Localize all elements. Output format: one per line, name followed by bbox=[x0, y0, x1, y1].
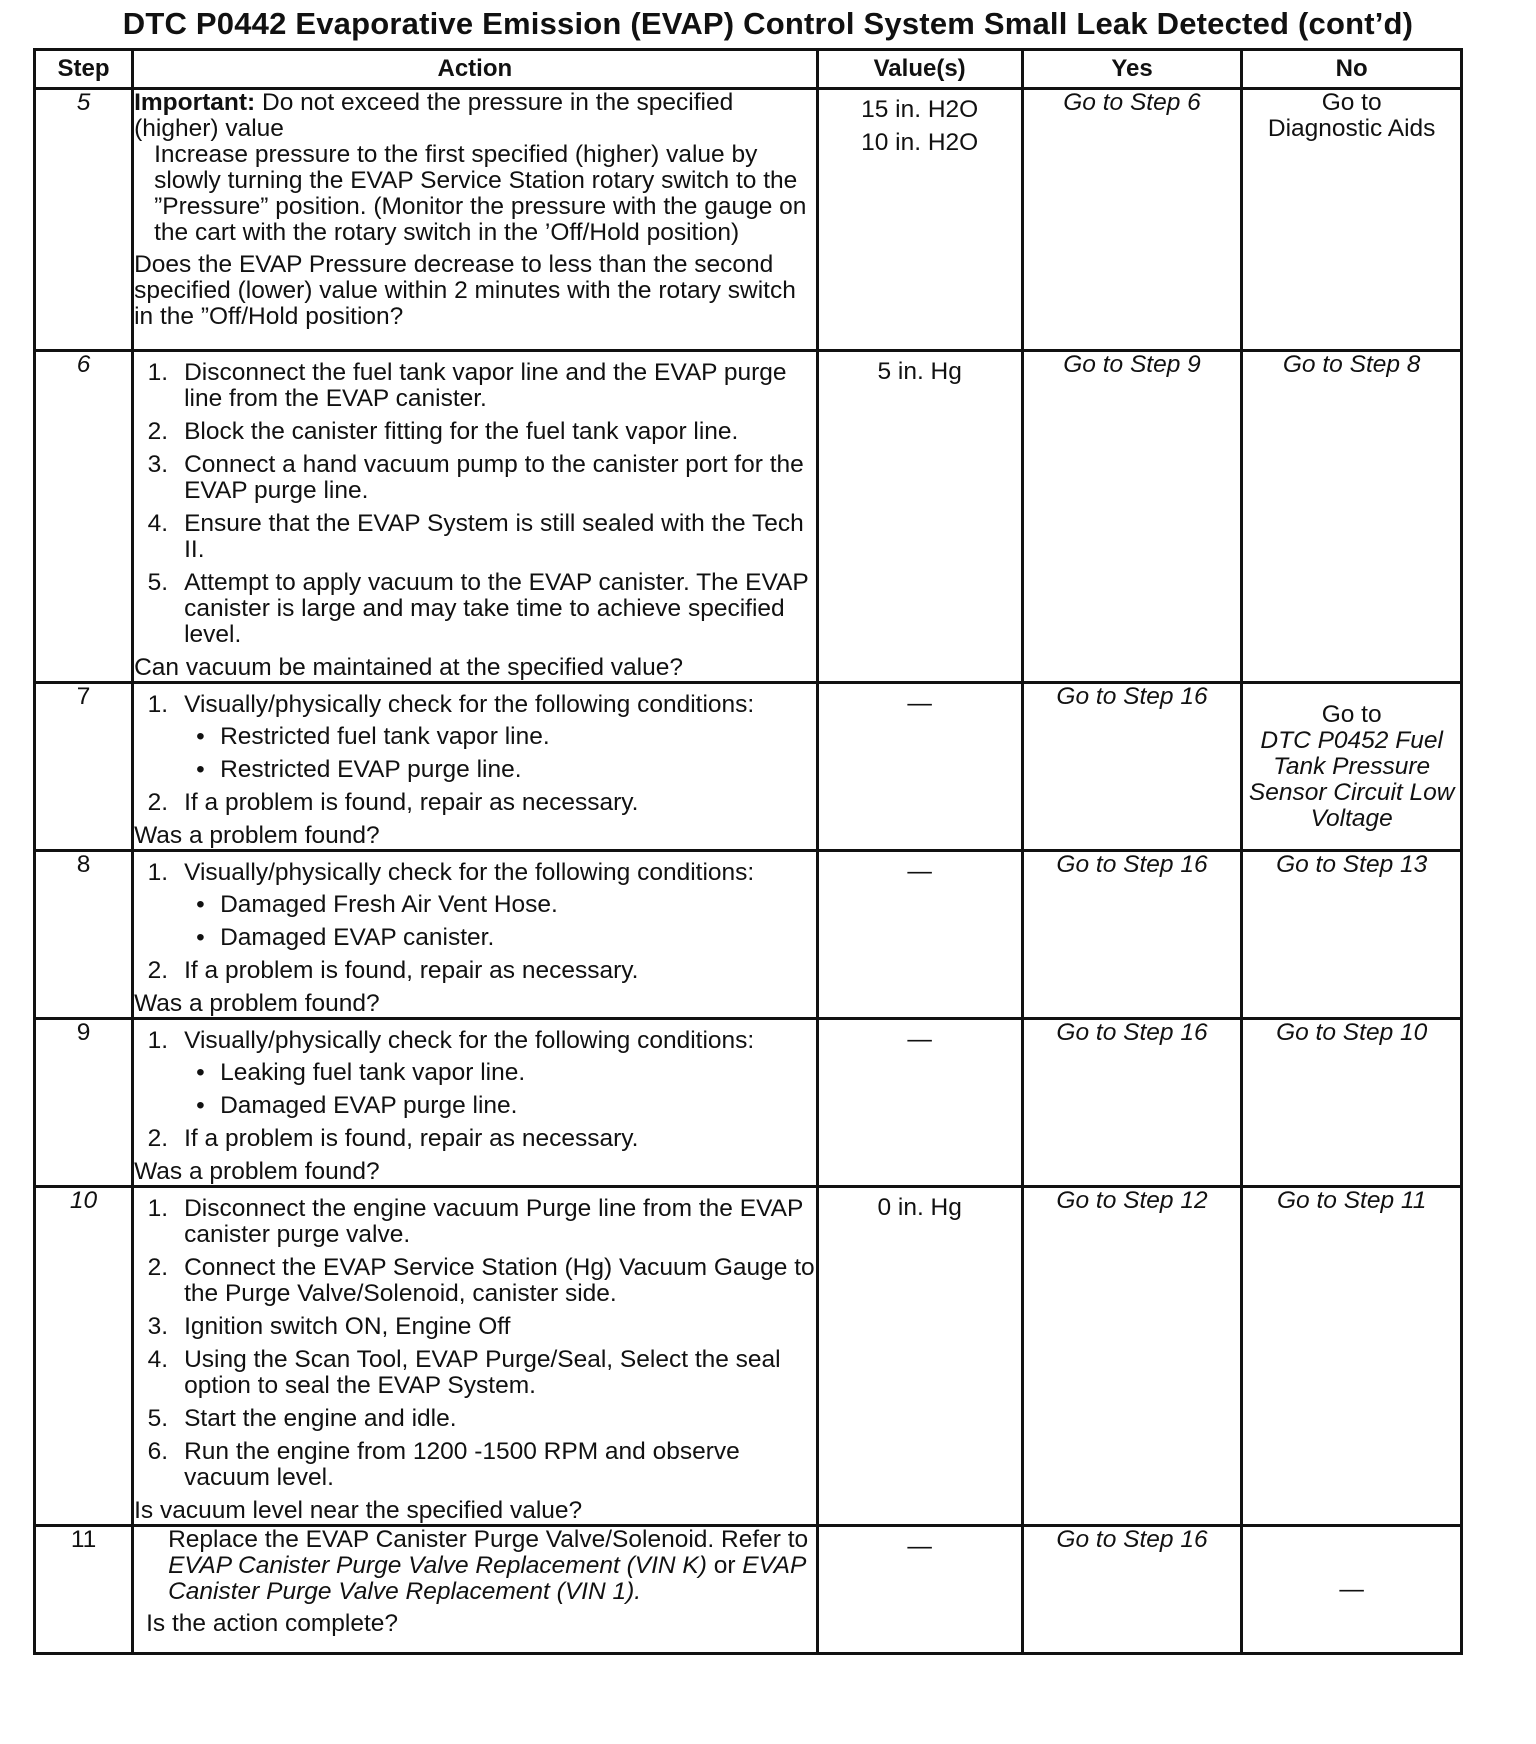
table-row bbox=[35, 351, 1462, 683]
bullet-item: • Restricted fuel tank vapor line. bbox=[184, 724, 816, 750]
list-item: 6. Run the engine from 1200 -1500 RPM and observe vacuum level. bbox=[147, 1438, 740, 1491]
important-note bbox=[134, 90, 816, 142]
action-cell bbox=[133, 683, 818, 851]
action-list bbox=[134, 1196, 816, 1491]
list-item: 1. Visually/physically check for the following conditions: • Damaged Fresh Air Vent Hose. • Damaged EVAP canister. bbox=[134, 860, 816, 951]
question-text: Can vacuum be maintained at the specified value? bbox=[134, 654, 683, 681]
step-number: 6 bbox=[35, 351, 133, 683]
value-text: 15 in. H2O bbox=[861, 96, 979, 123]
value-text: 0 in. Hg bbox=[877, 1194, 962, 1221]
action-cell bbox=[133, 1187, 818, 1526]
list-item: 4. Using the Scan Tool, EVAP Purge/Seal, Select the seal option to seal the EVAP System. bbox=[147, 1346, 781, 1399]
list-item: 4. Ensure that the EVAP System is still sealed with the Tech II. bbox=[147, 510, 804, 563]
bullet-item: • Damaged Fresh Air Vent Hose. bbox=[184, 892, 816, 918]
question-text: Is the action complete? bbox=[146, 1610, 399, 1637]
value-text: — bbox=[907, 1026, 932, 1053]
reference-link: EVAP Canister Purge Valve Replacement (VIN K) bbox=[168, 1552, 707, 1579]
step-number: 5 bbox=[35, 89, 133, 351]
list-item: 2. If a problem is found, repair as necessary. bbox=[147, 789, 639, 816]
header-action: Action bbox=[133, 50, 818, 89]
no-cell: Go to Step 11 bbox=[1242, 1187, 1462, 1526]
action-cell bbox=[133, 89, 818, 351]
bullet-list bbox=[184, 724, 816, 783]
list-item: 1. Visually/physically check for the following conditions: • Restricted fuel tank vapor line. • Restricted EVAP purge line. bbox=[134, 692, 816, 783]
no-text: DTC P0452 Fuel Tank Pressure Sensor Circuit Low Voltage bbox=[1248, 726, 1455, 832]
list-item: 5. Attempt to apply vacuum to the EVAP canister. The EVAP canister is large and may take time to achieve specified level. bbox=[147, 569, 809, 648]
list-item: 5. Start the engine and idle. bbox=[147, 1405, 457, 1432]
diagnostic-table bbox=[33, 48, 1463, 1655]
header-no: No bbox=[1242, 50, 1462, 89]
yes-cell: Go to Step 16 bbox=[1022, 683, 1242, 851]
no-cell: Go to Step 8 bbox=[1242, 351, 1462, 683]
list-item: 3. Connect a hand vacuum pump to the canister port for the EVAP purge line. bbox=[147, 451, 804, 504]
yes-cell: Go to Step 9 bbox=[1022, 351, 1242, 683]
value-text: — bbox=[907, 858, 932, 885]
step-number: 10 bbox=[35, 1187, 133, 1526]
table-row bbox=[35, 1526, 1462, 1654]
no-cell: Go to Step 10 bbox=[1242, 1019, 1462, 1187]
bullet-item: • Damaged EVAP canister. bbox=[184, 925, 816, 951]
bullet-item: • Restricted EVAP purge line. bbox=[184, 757, 816, 783]
step-number: 8 bbox=[35, 851, 133, 1019]
list-item: 1. Disconnect the fuel tank vapor line and the EVAP purge line from the EVAP canister. bbox=[147, 359, 787, 412]
list-item: 1. Disconnect the engine vacuum Purge line from the EVAP canister purge valve. bbox=[147, 1195, 803, 1248]
question-text: Was a problem found? bbox=[134, 822, 380, 849]
no-cell bbox=[1242, 683, 1462, 851]
no-cell bbox=[1242, 89, 1462, 351]
yes-cell: Go to Step 12 bbox=[1022, 1187, 1242, 1526]
question-text: Was a problem found? bbox=[134, 990, 380, 1017]
bullet-list bbox=[184, 1060, 816, 1119]
value-cell bbox=[817, 1526, 1022, 1654]
value-cell bbox=[817, 89, 1022, 351]
important-label: Important: bbox=[134, 89, 256, 116]
no-cell: — bbox=[1242, 1526, 1462, 1654]
list-item: 2. Block the canister fitting for the fuel tank vapor line. bbox=[147, 418, 739, 445]
table-row bbox=[35, 89, 1462, 351]
question-text: Was a problem found? bbox=[134, 1158, 380, 1185]
header-values: Value(s) bbox=[817, 50, 1022, 89]
important-text: Do not exceed the pressure in the specified (higher) value bbox=[134, 89, 734, 142]
table-row bbox=[35, 1019, 1462, 1187]
no-text: Go to bbox=[1321, 700, 1382, 728]
action-text: Replace the EVAP Canister Purge Valve/Solenoid. Refer to EVAP Canister Purge Valve Replacement (VIN K) or EVAP Canister Purge Valve Replacement (VIN 1). bbox=[168, 1526, 809, 1605]
value-cell bbox=[817, 851, 1022, 1019]
no-text: Diagnostic Aids bbox=[1267, 115, 1436, 142]
value-text: — bbox=[907, 1533, 932, 1560]
step-number: 9 bbox=[35, 1019, 133, 1187]
yes-cell: Go to Step 16 bbox=[1022, 1019, 1242, 1187]
step-number: 7 bbox=[35, 683, 133, 851]
bullet-item: • Damaged EVAP purge line. bbox=[184, 1093, 816, 1119]
list-item: 1. Visually/physically check for the following conditions: • Leaking fuel tank vapor line. • Damaged EVAP purge line. bbox=[134, 1028, 816, 1119]
step-number: 11 bbox=[35, 1526, 133, 1654]
list-item: 2. If a problem is found, repair as necessary. bbox=[147, 957, 639, 984]
action-list bbox=[134, 860, 816, 984]
reference-link: EVAP Canister Purge Valve Replacement (VIN 1). bbox=[168, 1552, 806, 1605]
bullet-item: • Leaking fuel tank vapor line. bbox=[184, 1060, 816, 1086]
list-item: 2. Connect the EVAP Service Station (Hg) Vacuum Gauge to the Purge Valve/Solenoid, canister side. bbox=[147, 1254, 815, 1307]
yes-cell: Go to Step 6 bbox=[1022, 89, 1242, 351]
action-list bbox=[134, 692, 816, 816]
list-item: 3. Ignition switch ON, Engine Off bbox=[147, 1313, 511, 1340]
question-text: Does the EVAP Pressure decrease to less than the second specified (lower) value within 2 minutes with the rotary switch in the ”Off/Hold position? bbox=[134, 251, 796, 330]
value-cell bbox=[817, 1187, 1022, 1526]
page-title: DTC P0442 Evaporative Emission (EVAP) Control System Small Leak Detected (cont’d) bbox=[122, 6, 1414, 41]
header-step: Step bbox=[35, 50, 133, 89]
table-row bbox=[35, 683, 1462, 851]
value-cell bbox=[817, 351, 1022, 683]
action-cell bbox=[133, 1526, 818, 1654]
header-row bbox=[35, 50, 1462, 89]
action-cell bbox=[133, 851, 818, 1019]
list-item: 2. If a problem is found, repair as necessary. bbox=[147, 1125, 639, 1152]
no-text: Go to bbox=[1321, 89, 1382, 116]
action-cell bbox=[133, 1019, 818, 1187]
yes-cell: Go to Step 16 bbox=[1022, 851, 1242, 1019]
header-yes: Yes bbox=[1022, 50, 1242, 89]
value-cell bbox=[817, 1019, 1022, 1187]
instruction-text: Increase pressure to the first specified (higher) value by slowly turning the EVAP Service Station rotary switch to the ”Pressure” position. (Monitor the pressure with the gauge on the cart with the rotary switch in the ’Off/Hold position) bbox=[154, 141, 807, 246]
bullet-list bbox=[184, 892, 816, 951]
table-row bbox=[35, 1187, 1462, 1526]
yes-cell: Go to Step 16 bbox=[1022, 1526, 1242, 1654]
action-list bbox=[134, 1028, 816, 1152]
value-text: — bbox=[907, 690, 932, 717]
action-cell bbox=[133, 351, 818, 683]
value-cell bbox=[817, 683, 1022, 851]
table-row bbox=[35, 851, 1462, 1019]
value-text: 10 in. H2O bbox=[861, 129, 979, 156]
question-text: Is vacuum level near the specified value? bbox=[134, 1497, 583, 1524]
value-text: 5 in. Hg bbox=[877, 358, 962, 385]
no-cell: Go to Step 13 bbox=[1242, 851, 1462, 1019]
action-list bbox=[134, 360, 816, 648]
